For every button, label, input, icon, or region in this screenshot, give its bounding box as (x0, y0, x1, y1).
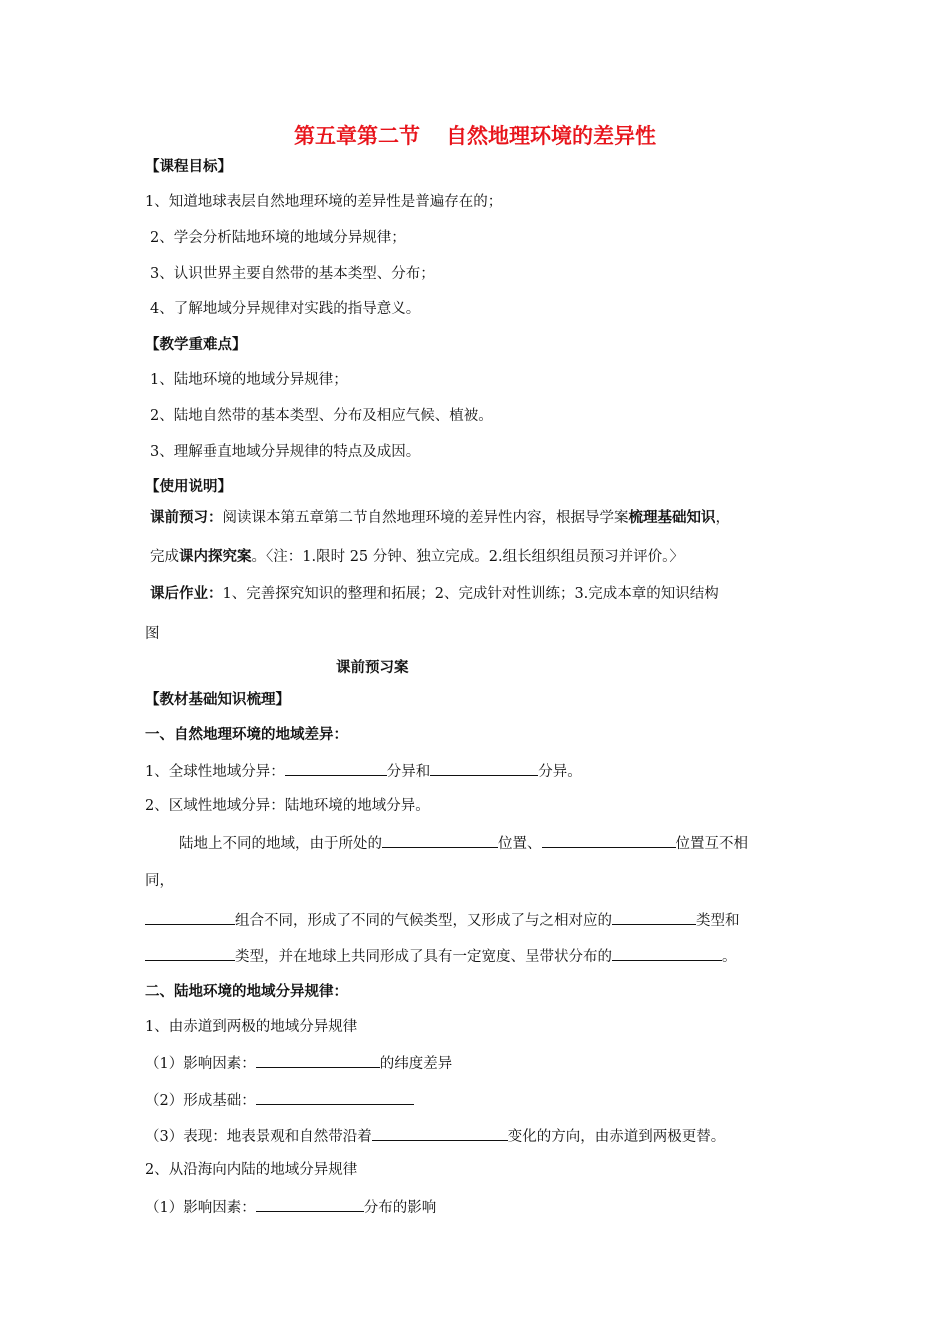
key-point-item: 3、理解垂直地域分异规律的特点及成因。 (150, 444, 421, 460)
key-point-item: 2、陆地自然带的基本类型、分布及相应气候、植被。 (150, 408, 493, 424)
usage-preview-label: 课前预习： (150, 510, 223, 526)
section1-para-line1 (179, 832, 748, 854)
s1-l1-b: 分异和 (386, 764, 431, 780)
s1-p2-a: 组合不同，形成了不同的气候类型，又形成了与之相对应的 (235, 913, 612, 929)
objective-item: 1、知道地球表层自然地理环境的差异性是普遍存在的； (145, 194, 503, 210)
page-title (0, 122, 950, 150)
usage-homework-label: 课后作业： (150, 586, 223, 602)
fill-blank[interactable] (285, 760, 387, 776)
usage-preview-line (150, 508, 730, 528)
s2-l6-a: （1）影响因素： (145, 1200, 256, 1216)
key-point-item: 1、陆地环境的地域分异规律； (150, 372, 348, 388)
s2-l4-b: 变化的方向，由赤道到两极更替。 (507, 1129, 726, 1145)
usage-homework-line (150, 584, 719, 604)
fill-blank[interactable] (256, 1052, 380, 1068)
fill-blank[interactable] (145, 945, 235, 961)
usage-homework-text: 1、完善探究知识的整理和拓展；2、完成针对性训练；3.完成本章的知识结构 (222, 586, 719, 602)
title-part1: 第五章第二节 (294, 124, 420, 148)
fill-blank[interactable] (612, 909, 696, 925)
fill-blank[interactable] (542, 832, 676, 848)
section2-line5: 2、从沿海向内陆的地域分异规律 (145, 1162, 358, 1178)
fill-blank[interactable] (256, 1196, 364, 1212)
title-part2: 自然地理环境的差异性 (446, 124, 656, 148)
section1-para-line2 (145, 909, 740, 931)
section1-line2: 2、区域性地域分异：陆地环境的地域分异。 (145, 798, 430, 814)
objective-item: 2、学会分析陆地环境的地域分异规律； (150, 230, 406, 246)
s2-l3-a: （2）形成基础： (145, 1093, 256, 1109)
usage-line2-b: 。〈注：1.限时 25 分钟、独立完成。2.组长组织组员预习并评价。〉 (251, 549, 684, 565)
s2-l2-b: 的纬度差异 (379, 1056, 453, 1072)
s1-l1-c: 分异。 (538, 764, 582, 780)
fill-blank[interactable] (256, 1089, 414, 1105)
objectives-heading: 【课程目标】 (145, 159, 232, 175)
section1-line1 (145, 760, 582, 782)
usage-heading: 【使用说明】 (145, 479, 232, 495)
section1-heading: 一、自然地理环境的地域差异： (145, 727, 348, 743)
usage-preview-text: 阅读课本第五章第二节自然地理环境的差异性内容，根据导学案 (222, 510, 629, 526)
fill-blank[interactable] (430, 760, 538, 776)
fill-blank[interactable] (612, 945, 722, 961)
s2-l6-b: 分布的影响 (363, 1200, 437, 1216)
section2-line3 (145, 1089, 414, 1111)
fill-blank[interactable] (145, 909, 235, 925)
preview-title: 课前预习案 (336, 660, 409, 676)
section2-line6 (145, 1196, 436, 1218)
section2-line2 (145, 1052, 452, 1074)
key-points-heading: 【教学重难点】 (145, 337, 247, 353)
fill-blank[interactable] (382, 832, 498, 848)
usage-line2-a: 完成 (150, 549, 179, 565)
s1-p1-c: 位置互不相 (675, 836, 748, 852)
usage-line2-bold: 课内探究案 (179, 549, 252, 565)
s1-p3-a: 类型，并在地球上共同形成了具有一定宽度、呈带状分布的 (235, 949, 612, 965)
section2-heading: 二、陆地环境的地域分异规律： (145, 984, 348, 1000)
s1-p3-b: 。 (722, 949, 737, 965)
usage-preview-bold: 梳理基础知识 (628, 510, 716, 526)
s2-l2-a: （1）影响因素： (145, 1056, 256, 1072)
s1-l1-a: 1、全球性地域分异： (145, 764, 285, 780)
section2-line1: 1、由赤道到两极的地域分异规律 (145, 1019, 358, 1035)
knowledge-heading: 【教材基础知识梳理】 (145, 692, 290, 708)
objective-item: 3、认识世界主要自然带的基本类型、分布； (150, 266, 435, 282)
fill-blank[interactable] (372, 1125, 508, 1141)
s1-p1-a: 陆地上不同的地域，由于所处的 (179, 836, 382, 852)
s1-p2-b: 类型和 (696, 913, 740, 929)
s1-p1-b: 位置、 (498, 836, 542, 852)
section1-para-line3 (145, 945, 737, 967)
usage-preview-line2 (150, 547, 684, 567)
s2-l4-a: （3）表现：地表景观和自然带沿着 (145, 1129, 372, 1145)
section1-para-cont: 同， (145, 873, 174, 889)
objective-item: 4、了解地域分异规律对实践的指导意义。 (150, 301, 421, 317)
usage-homework-cont: 图 (145, 626, 160, 642)
section2-line4 (145, 1125, 725, 1147)
usage-preview-end: ， (715, 510, 730, 526)
